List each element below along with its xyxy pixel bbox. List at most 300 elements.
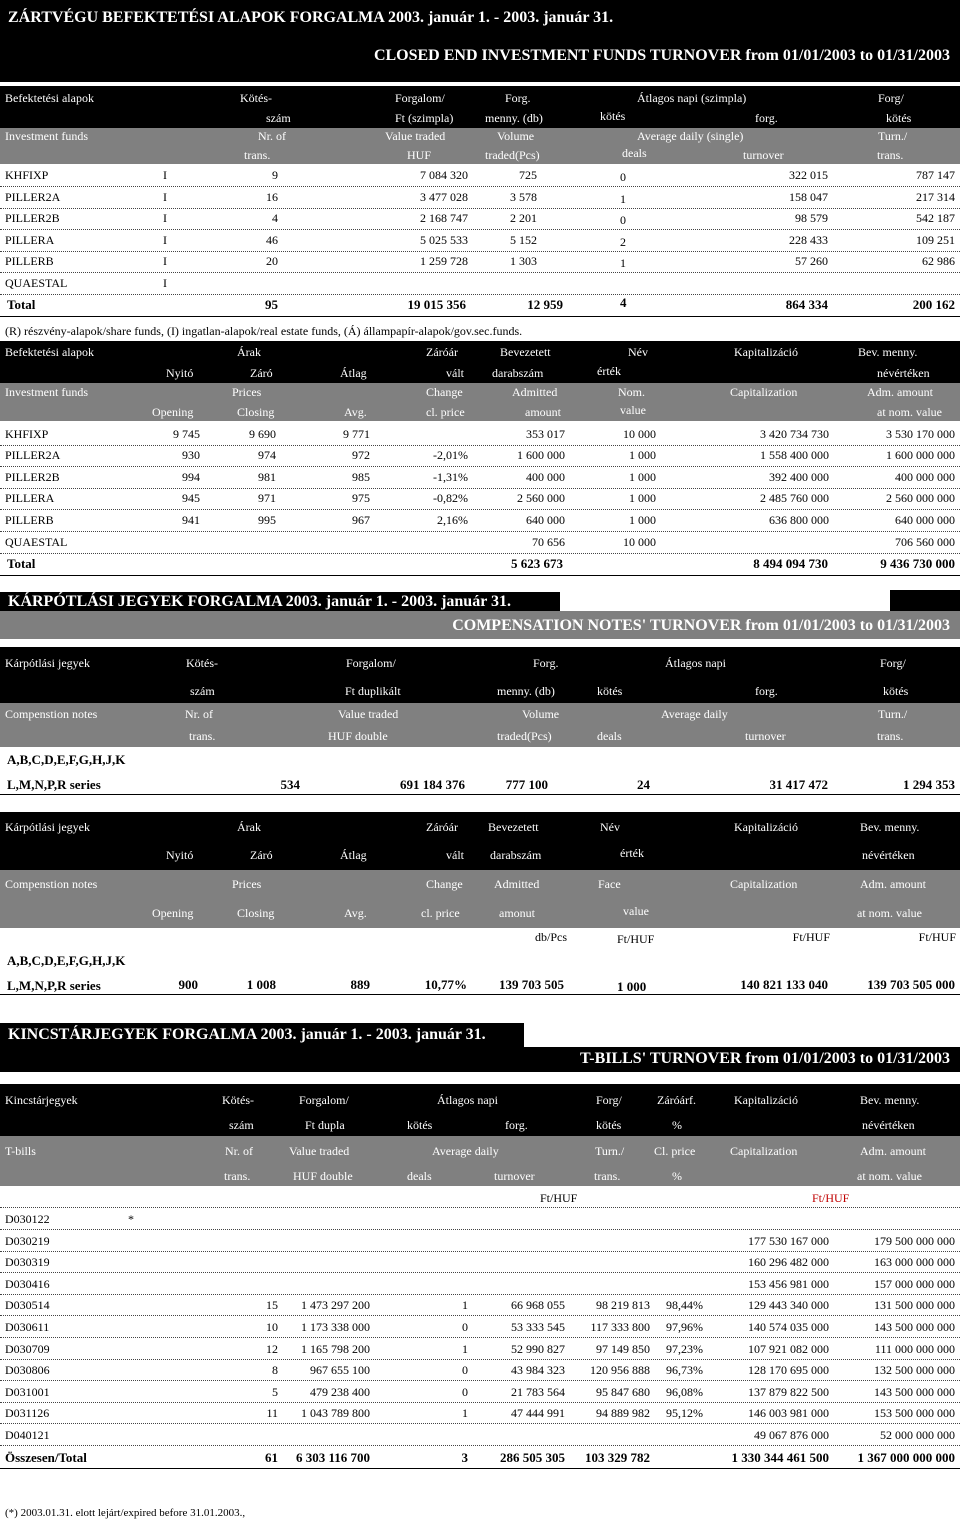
cell: 322 015: [789, 168, 828, 182]
s3-h: Kötés-: [222, 1093, 254, 1107]
section2-title-band-right: [890, 590, 960, 612]
s2-h2: Kapitalizáció: [734, 820, 798, 834]
s1-h: Turn./: [878, 129, 908, 143]
cell: 1 008: [246, 977, 276, 992]
cell: 31 417 472: [769, 777, 828, 792]
s1-header-row1: [0, 86, 960, 128]
fund-name: PILLER2A: [5, 190, 61, 204]
cell: 1: [462, 1406, 468, 1420]
cell: 1 600 000 000: [886, 448, 955, 462]
s2-h: Ft duplikált: [345, 684, 401, 698]
cell: 95 847 680: [596, 1385, 650, 1399]
section2-title-hu: KÁRPÓTLÁSI JEGYEK FORGALMA 2003. január 1. - 2003. január 31.: [8, 593, 512, 610]
s3-h: kötés: [407, 1118, 433, 1132]
cell: 1 000: [617, 979, 647, 994]
cell: 4: [620, 295, 627, 310]
cell: 117 333 800: [590, 1320, 650, 1334]
s2-h: HUF double: [328, 729, 388, 743]
s1-h: Átlagos napi (szimpla): [637, 91, 747, 105]
s3-h: kötés: [596, 1118, 622, 1132]
s3-h: turnover: [494, 1169, 535, 1183]
s3-h: HUF double: [293, 1169, 353, 1183]
s2-h2: at nom. value: [857, 906, 922, 920]
s1-h: kötés: [600, 109, 626, 123]
s1-h2: Capitalization: [730, 385, 798, 399]
s3-header-row1: [0, 1084, 960, 1136]
s1-h2: Kapitalizáció: [734, 345, 798, 359]
s3-h: Ft dupla: [305, 1118, 345, 1132]
cell: 129 443 340 000: [748, 1298, 829, 1312]
s1-h2: Investment funds: [5, 385, 88, 399]
s1-h2: névértéken: [877, 366, 930, 380]
cell: 1 600 000: [517, 448, 565, 462]
cell: 1 000: [629, 491, 656, 505]
row-divider: [0, 1315, 960, 1316]
s3-h: trans.: [594, 1169, 621, 1183]
cell: 1 473 297 200: [301, 1298, 370, 1312]
s2-header2-row1: [0, 812, 960, 870]
cell: 10,77%: [424, 977, 467, 992]
cell: 975: [352, 491, 370, 505]
cell: 9: [272, 168, 278, 182]
s3-h: szám: [229, 1118, 254, 1132]
s1-header2-row1: [0, 341, 960, 383]
cell: 981: [258, 470, 276, 484]
cell: 0: [620, 213, 626, 227]
cell: 930: [182, 448, 200, 462]
s3-h: Forgalom/: [299, 1093, 349, 1107]
s2-h: Nr. of: [185, 707, 213, 721]
section1-title-en: CLOSED END INVESTMENT FUNDS TURNOVER from 01/01/2003 to 01/31/2003: [373, 47, 950, 64]
divider: [0, 316, 960, 317]
s1-h: trans.: [877, 148, 904, 162]
tbill-code: D030806: [5, 1363, 50, 1377]
row-divider: [0, 466, 960, 467]
row-divider: [0, 294, 960, 295]
cell: 1 367 000 000 000: [857, 1450, 955, 1465]
cell: 5 025 533: [420, 233, 468, 247]
cell: 995: [258, 513, 276, 527]
s2-h2: vált: [446, 848, 464, 862]
s2-h2: darabszám: [490, 848, 542, 862]
s3-h: %: [672, 1169, 682, 1183]
cell: 941: [182, 513, 200, 527]
cell: 1 558 400 000: [760, 448, 829, 462]
unit-label: Ft/HUF: [918, 930, 956, 944]
row-divider: [0, 553, 960, 554]
divider: [0, 994, 960, 995]
tbill-code: D031126: [5, 1406, 50, 1420]
cell: 900: [178, 977, 198, 992]
fund-name: QUAESTAL: [5, 535, 68, 549]
s1-h2: Avg.: [344, 405, 367, 419]
s3-h: %: [672, 1118, 682, 1132]
fund-name: PILLERA: [5, 233, 55, 247]
s1-h: Forg/: [878, 91, 904, 105]
s1-h2: Admitted: [512, 385, 558, 399]
cell: 10 000: [623, 427, 656, 441]
cell: 945: [182, 491, 200, 505]
s3-h: Turn./: [595, 1144, 625, 1158]
series-label: L,M,N,P,R series: [7, 777, 101, 792]
s1-h: traded(Pcs): [485, 148, 540, 162]
s2-h2: Bev. menny.: [860, 820, 920, 834]
fund-type: I: [163, 190, 167, 204]
row-divider: [0, 1294, 960, 1295]
cell: 96,08%: [666, 1385, 703, 1399]
cell: 52 000 000 000: [880, 1428, 955, 1442]
s1-h: Investment funds: [5, 129, 88, 143]
cell: *: [128, 1212, 134, 1226]
cell: 994: [182, 470, 200, 484]
s1-h2: Záróár: [426, 345, 458, 359]
cell: 132 500 000 000: [874, 1363, 955, 1377]
cell: 139 703 505: [499, 977, 564, 992]
fund-name: PILLER2B: [5, 470, 60, 484]
tbill-code: D030709: [5, 1342, 50, 1356]
s1-h: Volume: [497, 129, 535, 143]
cell: 1 000: [629, 470, 656, 484]
cell: 98 579: [795, 211, 828, 225]
cell: 153 500 000 000: [874, 1406, 955, 1420]
s2-h2: value: [623, 904, 649, 918]
cell: 1 173 338 000: [301, 1320, 370, 1334]
row-divider: [0, 1359, 960, 1360]
cell: 57 260: [795, 254, 828, 268]
cell: 12: [266, 1342, 278, 1356]
cell: 19 015 356: [407, 297, 466, 312]
s1-h2: Nyitó: [166, 366, 194, 380]
section3-title-en: T-BILLS' TURNOVER from 01/01/2003 to 01/31/2003: [580, 1050, 950, 1067]
s3-h: Kapitalizáció: [734, 1093, 798, 1107]
s3-h: deals: [407, 1169, 432, 1183]
cell: 53 333 545: [511, 1320, 565, 1334]
cell: 967: [352, 513, 370, 527]
s1-h2: Adm. amount: [867, 385, 933, 399]
cell: 353 017: [526, 427, 565, 441]
cell: 3 578: [510, 190, 537, 204]
row-divider: [0, 186, 960, 187]
cell: 1: [620, 256, 626, 270]
unit-label: Ft/HUF: [617, 932, 655, 946]
s2-h: menny. (db): [497, 684, 555, 698]
cell: 24: [637, 777, 650, 792]
cell: 97,96%: [666, 1320, 703, 1334]
row-divider: [0, 488, 960, 489]
s2-h2: Átlag: [340, 848, 367, 862]
s2-h2: Záró: [250, 848, 273, 862]
cell: 157 000 000 000: [874, 1277, 955, 1291]
cell: 21 783 564: [511, 1385, 565, 1399]
cell: 158 047: [789, 190, 828, 204]
cell: 787 147: [916, 168, 955, 182]
s1-h: turnover: [743, 148, 784, 162]
s2-h2: Capitalization: [730, 877, 798, 891]
cell: 400 000: [526, 470, 565, 484]
cell: 691 184 376: [400, 777, 465, 792]
s1-h: deals: [622, 146, 647, 160]
cell: 128 170 695 000: [748, 1363, 829, 1377]
fund-name: PILLERA: [5, 491, 55, 505]
s3-h: Nr. of: [225, 1144, 253, 1158]
cell: 542 187: [916, 211, 955, 225]
s2-h2: Face: [598, 877, 621, 891]
s2-h2: Prices: [232, 877, 262, 891]
cell: 392 400 000: [769, 470, 829, 484]
total-label: Total: [7, 556, 36, 571]
unit-label: Ft/HUF: [540, 1191, 578, 1205]
s3-h: Átlagos napi: [437, 1093, 498, 1107]
cell: 47 444 991: [511, 1406, 565, 1420]
cell: 107 921 082 000: [748, 1342, 829, 1356]
cell: 777 100: [505, 777, 548, 792]
cell: 70 656: [532, 535, 565, 549]
cell: -1,31%: [433, 470, 468, 484]
cell: 2: [620, 235, 626, 249]
fund-name: QUAESTAL: [5, 276, 68, 290]
s1-header2-row2: [0, 383, 960, 421]
s1-h2: darabszám: [492, 366, 544, 380]
s1-h2: Change: [426, 385, 463, 399]
cell: 534: [280, 777, 300, 792]
cell: 1: [462, 1342, 468, 1356]
cell: 5: [272, 1385, 278, 1399]
s2-header2-row2: [0, 870, 960, 928]
cell: 43 984 323: [511, 1363, 565, 1377]
s3-h: Bev. menny.: [860, 1093, 920, 1107]
row-divider: [0, 1337, 960, 1338]
s1-h: Befektetési alapok: [5, 91, 94, 105]
s1-h: trans.: [244, 148, 271, 162]
s3-h: trans.: [224, 1169, 251, 1183]
cell: 98 219 813: [596, 1298, 650, 1312]
cell: 972: [352, 448, 370, 462]
s2-h: traded(Pcs): [497, 729, 552, 743]
s2-h: Turn./: [878, 707, 908, 721]
divider: [0, 794, 960, 795]
cell: -2,01%: [433, 448, 468, 462]
cell: 985: [352, 470, 370, 484]
cell: 7 084 320: [420, 168, 468, 182]
cell: 479 238 400: [310, 1385, 370, 1399]
s2-h: Compenstion notes: [5, 707, 98, 721]
s3-h: at nom. value: [857, 1169, 922, 1183]
s1-h: Ft (szimpla): [395, 111, 454, 125]
s2-h: deals: [597, 729, 622, 743]
s2-h2: Admitted: [494, 877, 540, 891]
s1-h2: amount: [525, 405, 561, 419]
s1-h: Forg.: [505, 91, 531, 105]
s1-h2: Záró: [250, 366, 273, 380]
cell: 889: [350, 977, 370, 992]
s2-h2: Árak: [237, 820, 261, 834]
s2-h2: Adm. amount: [860, 877, 926, 891]
cell: 8 494 094 730: [753, 556, 828, 571]
cell: 6 303 116 700: [295, 1450, 370, 1465]
cell: 2 201: [510, 211, 537, 225]
cell: 1 000: [629, 448, 656, 462]
s1-h: Nr. of: [258, 129, 286, 143]
cell: 143 500 000 000: [874, 1385, 955, 1399]
cell: 286 505 305: [500, 1450, 565, 1465]
cell: 15: [266, 1298, 278, 1312]
cell: 61: [265, 1450, 278, 1465]
s1-h: kötés: [886, 111, 912, 125]
cell: 3: [461, 1450, 468, 1465]
fund-type: I: [163, 168, 167, 182]
cell: 179 500 000 000: [874, 1234, 955, 1248]
section1-title-hu: ZÁRTVÉGU BEFEKTETÉSI ALAPOK FORGALMA 2003. január 1. - 2003. január 31.: [8, 9, 614, 26]
cell: 3 420 734 730: [760, 427, 829, 441]
s2-h: trans.: [877, 729, 904, 743]
s2-h2: névértéken: [862, 848, 915, 862]
cell: 228 433: [789, 233, 828, 247]
s3-h: Capitalization: [730, 1144, 798, 1158]
s2-h2: Opening: [152, 906, 194, 920]
s2-h: trans.: [189, 729, 216, 743]
cell: 9 771: [343, 427, 370, 441]
cell: -0,82%: [433, 491, 468, 505]
s3-h: Forg/: [596, 1093, 622, 1107]
s3-h: Kincstárjegyek: [5, 1093, 78, 1107]
section3-title-hu: KINCSTÁRJEGYEK FORGALMA 2003. január 1. - 2003. január 31.: [8, 1026, 486, 1043]
s1-h2: Átlag: [340, 366, 367, 380]
cell: 2 485 760 000: [760, 491, 829, 505]
cell: 400 000 000: [895, 470, 955, 484]
fund-type-note: (R) részvény-alapok/share funds, (I) ingatlan-alapok/real estate funds, (Á) állampapír-alapok/gov.sec.funds.: [5, 324, 523, 338]
s2-header-row1: [0, 647, 960, 703]
cell: 1: [620, 192, 626, 206]
cell: 109 251: [916, 233, 955, 247]
s2-h: Value traded: [338, 707, 399, 721]
cell: 11: [266, 1406, 278, 1420]
fund-name: KHFIXP: [5, 168, 49, 182]
s1-h: szám: [266, 111, 291, 125]
s1-h2: Prices: [232, 385, 262, 399]
s1-h2: value: [620, 403, 646, 417]
cell: 2 560 000 000: [886, 491, 955, 505]
row-divider: [0, 531, 960, 532]
s2-h: szám: [190, 684, 215, 698]
row-divider: [0, 1402, 960, 1403]
fund-name: PILLER2B: [5, 211, 60, 225]
cell: 177 530 167 000: [748, 1234, 829, 1248]
s2-h: turnover: [745, 729, 786, 743]
s2-h2: Bevezetett: [488, 820, 539, 834]
s2-h: Kárpótlási jegyek: [5, 656, 90, 670]
unit-label: db/Pcs: [534, 930, 567, 944]
s2-h: Kötés-: [186, 656, 218, 670]
s1-h2: Bevezetett: [500, 345, 551, 359]
cell: 9 436 730 000: [880, 556, 955, 571]
cell: 9 745: [173, 427, 200, 441]
cell: 143 500 000 000: [874, 1320, 955, 1334]
series-label: A,B,C,D,E,F,G,H,J,K: [7, 953, 126, 968]
s1-h: Forgalom/: [395, 91, 445, 105]
s2-h: forg.: [755, 684, 778, 698]
s3-h: T-bills: [5, 1144, 36, 1158]
cell: 971: [258, 491, 276, 505]
cell: 96,73%: [666, 1363, 703, 1377]
cell: 640 000 000: [895, 513, 955, 527]
s2-h2: cl. price: [421, 906, 460, 920]
s1-h2: vált: [446, 366, 464, 380]
s1-h: Kötés-: [240, 91, 272, 105]
fund-type: I: [163, 211, 167, 225]
s1-h: menny. (db): [485, 111, 543, 125]
cell: 706 560 000: [895, 535, 955, 549]
row-divider: [0, 509, 960, 510]
cell: 140 574 035 000: [748, 1320, 829, 1334]
s2-h2: amonut: [499, 906, 535, 920]
cell: 5 623 673: [511, 556, 563, 571]
s3-h: névértéken: [862, 1118, 915, 1132]
cell: 1 043 789 800: [301, 1406, 370, 1420]
s1-h: forg.: [755, 111, 778, 125]
unit-label: Ft/HUF: [812, 1191, 850, 1205]
cell: 52 990 827: [511, 1342, 565, 1356]
s1-h2: érték: [597, 364, 621, 378]
s1-h: Average daily (single): [637, 129, 744, 143]
row-divider: [0, 251, 960, 252]
s1-h: Value traded: [385, 129, 446, 143]
s1-h2: Nom.: [618, 385, 645, 399]
cell: 16: [266, 190, 278, 204]
cell: 8: [272, 1363, 278, 1377]
tbill-code: D030514: [5, 1298, 50, 1312]
cell: 94 889 982: [596, 1406, 650, 1420]
s2-h: Forg/: [880, 656, 906, 670]
row-divider: [0, 229, 960, 230]
cell: 200 162: [912, 297, 955, 312]
fund-name: PILLERB: [5, 254, 54, 268]
cell: 12 959: [527, 297, 563, 312]
row-divider: [0, 445, 960, 446]
fund-type: I: [163, 233, 167, 247]
s1-h2: cl. price: [426, 405, 465, 419]
cell: 66 968 055: [511, 1298, 565, 1312]
cell: 62 986: [922, 254, 955, 268]
divider: [0, 575, 960, 576]
s2-h: Forgalom/: [346, 656, 396, 670]
cell: 5 152: [510, 233, 537, 247]
s2-h2: Nyitó: [166, 848, 194, 862]
s1-header-row2: [0, 128, 960, 164]
fund-name: KHFIXP: [5, 427, 49, 441]
fund-name: PILLER2A: [5, 448, 61, 462]
s3-h: forg.: [505, 1118, 528, 1132]
s1-h2: Opening: [152, 405, 194, 419]
cell: 0: [462, 1363, 468, 1377]
row-divider: [0, 1380, 960, 1381]
cell: 2,16%: [437, 513, 468, 527]
cell: 111 000 000 000: [874, 1342, 955, 1356]
unit-label: Ft/HUF: [792, 930, 830, 944]
cell: 9 690: [249, 427, 276, 441]
s2-h2: Change: [426, 877, 463, 891]
s3-h: Value traded: [289, 1144, 350, 1158]
s2-h2: Név: [600, 820, 620, 834]
s3-h: Adm. amount: [860, 1144, 926, 1158]
cell: 146 003 981 000: [748, 1406, 829, 1420]
cell: 4: [272, 211, 278, 225]
cell: 20: [266, 254, 278, 268]
fund-type: I: [163, 276, 167, 290]
s1-h2: at nom. value: [877, 405, 942, 419]
s2-h2: Kárpótlási jegyek: [5, 820, 90, 834]
s1-h2: Bev. menny.: [858, 345, 918, 359]
s2-h2: Compenstion notes: [5, 877, 98, 891]
